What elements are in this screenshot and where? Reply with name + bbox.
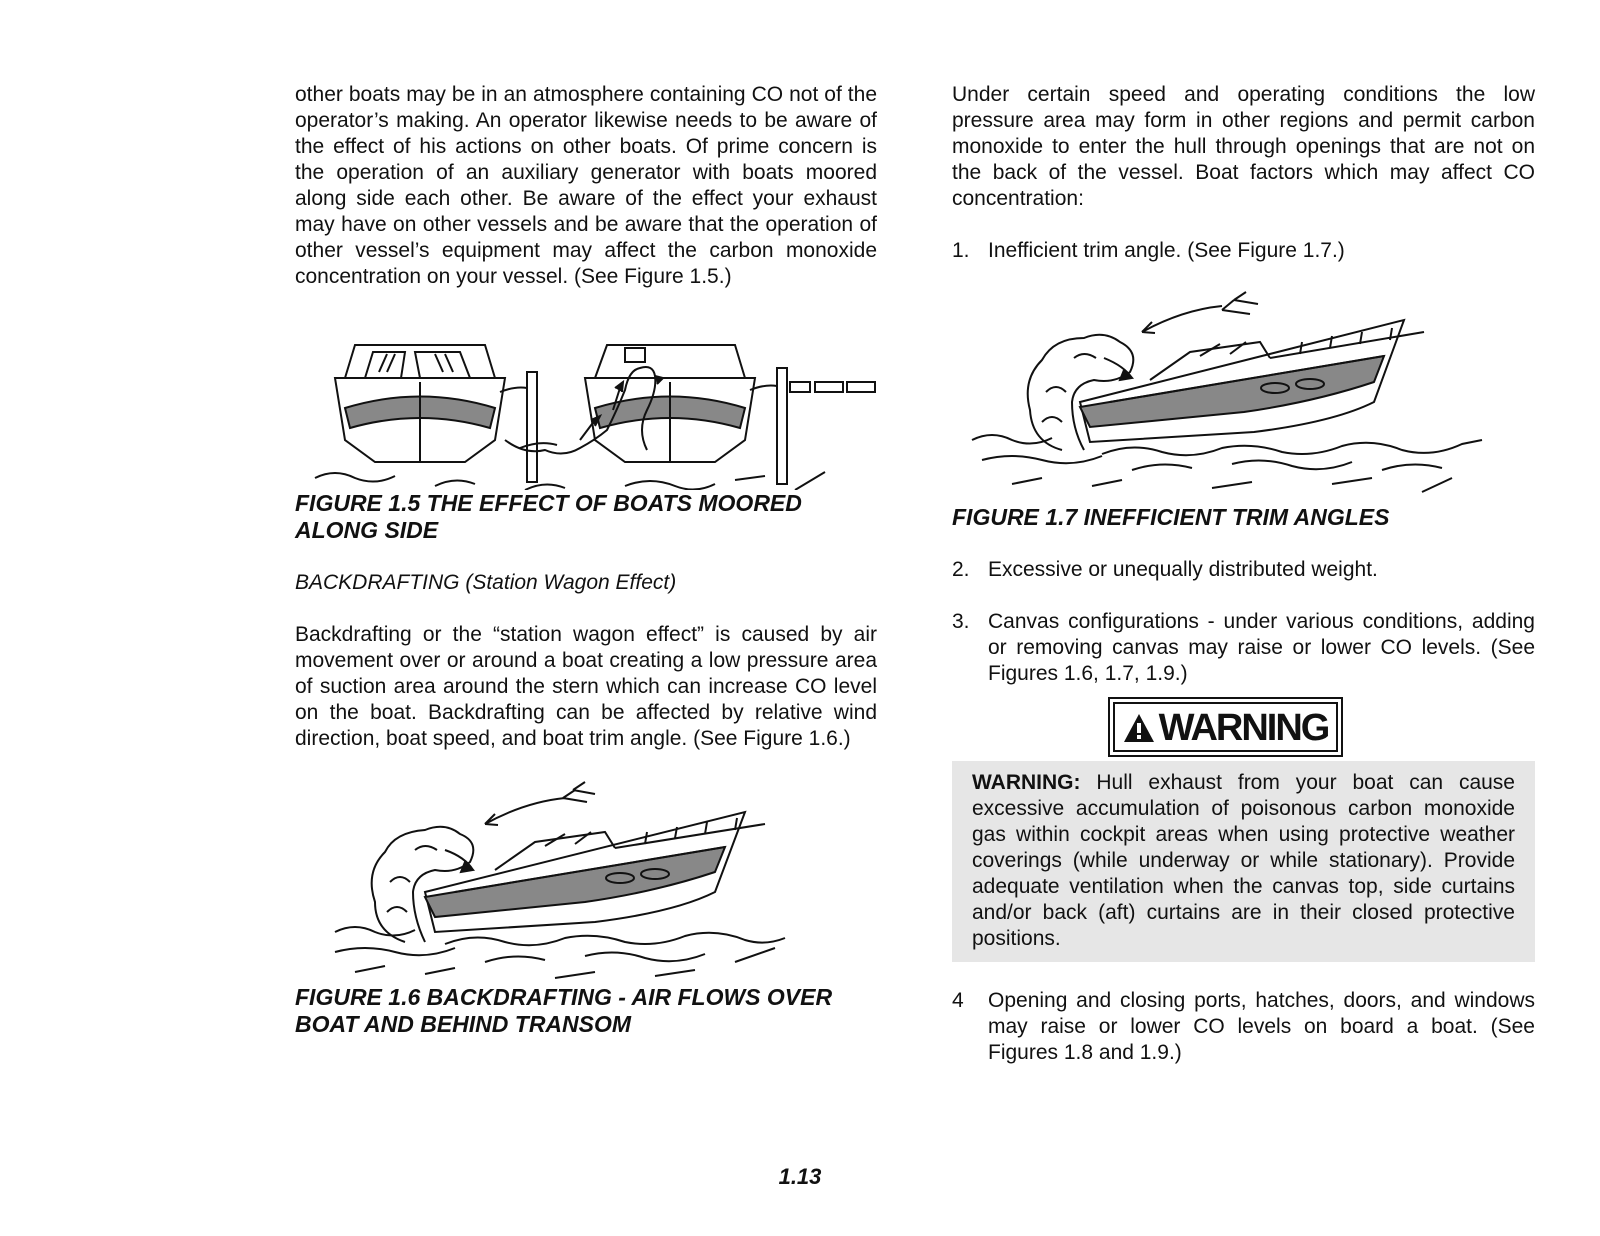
warning-box: [952, 761, 1535, 962]
factor-list-part3: [952, 988, 1535, 1066]
warning-label: WARNING:: [972, 771, 1081, 794]
warning-badge-label: WARNING: [1158, 707, 1329, 749]
figure-1-6-caption-line2: BOAT AND BEHIND TRANSOM: [295, 1011, 632, 1037]
left-column: [295, 82, 877, 1038]
backdrafting-subheading: BACKDRAFTING (Station Wagon Effect): [295, 571, 677, 594]
list-item: 1. Inefficient trim angle. (See Figure 1.7.): [952, 239, 1345, 262]
warning-badge: [1108, 697, 1344, 757]
figure-1-6-caption-line1: FIGURE 1.6 BACKDRAFTING - AIR FLOWS OVER: [295, 984, 833, 1010]
figure-1-7-illustration: [952, 264, 1535, 504]
warning-badge-wrapper: [952, 697, 1535, 755]
factor-list-part1: [952, 238, 1535, 264]
figure-1-5-illustration: [295, 290, 877, 490]
page-number: 1.13: [778, 1164, 822, 1189]
right-column: [952, 82, 1535, 1066]
factor-list-part2: [952, 557, 1535, 687]
list-item: 3. Canvas configurations - under various conditions, adding or removing canvas may raise or lower CO levels. (See Figures 1.6, 1.7, 1.9.): [952, 610, 1535, 685]
paragraph-moored-boats: other boats may be in an atmosphere containing CO not of the operator’s making. An operator likewise needs to be aware of the effect of his actions on other boats. Of prime concern is the operation of an auxiliary generator with boats moored along side each other. Be aware of the effect your exhaust may have on other vessels and be aware that the operation of other vessel’s equipment may affect the carbon monoxide concentration on your vessel. (See Figure 1.5.): [295, 83, 877, 288]
figure-1-7-caption: FIGURE 1.7 INEFFICIENT TRIM ANGLES: [952, 504, 1390, 530]
figure-1-5-caption-line2: ALONG SIDE: [295, 517, 439, 543]
paragraph-backdrafting: Backdrafting or the “station wagon effect” is caused by air movement over or around a boat creating a low pressure area of suction area around the stern which can increase CO level on the boat. Backdrafting can be affected by relative wind direction, boat speed, and boat trim angle. (See Figure 1.6.): [295, 623, 877, 750]
warning-text: Hull exhaust from your boat can cause excessive accumulation of poisonous carbon monoxide gas within cockpit areas when using protective weather coverings (while underway or while stationary). Provide adequate ventilation when the canvas top, side curtains and/or back (aft) curtains are in their closed protective positions.: [972, 771, 1515, 950]
figure-1-6-illustration: [295, 752, 877, 984]
warning-triangle-icon: [1123, 713, 1155, 743]
list-item: 4 Opening and closing ports, hatches, doors, and windows may raise or lower CO levels on board a boat. (See Figures 1.8 and 1.9.): [952, 989, 1535, 1064]
list-item: 2. Excessive or unequally distributed weight.: [952, 558, 1378, 581]
figure-1-5-caption-line1: FIGURE 1.5 THE EFFECT OF BOATS MOORED: [295, 490, 802, 516]
paragraph-low-pressure: Under certain speed and operating conditions the low pressure area may form in other regions and permit carbon monoxide to enter the hull through openings that are not on the back of the vessel. Boat factors which may affect CO concentration:: [952, 83, 1535, 210]
